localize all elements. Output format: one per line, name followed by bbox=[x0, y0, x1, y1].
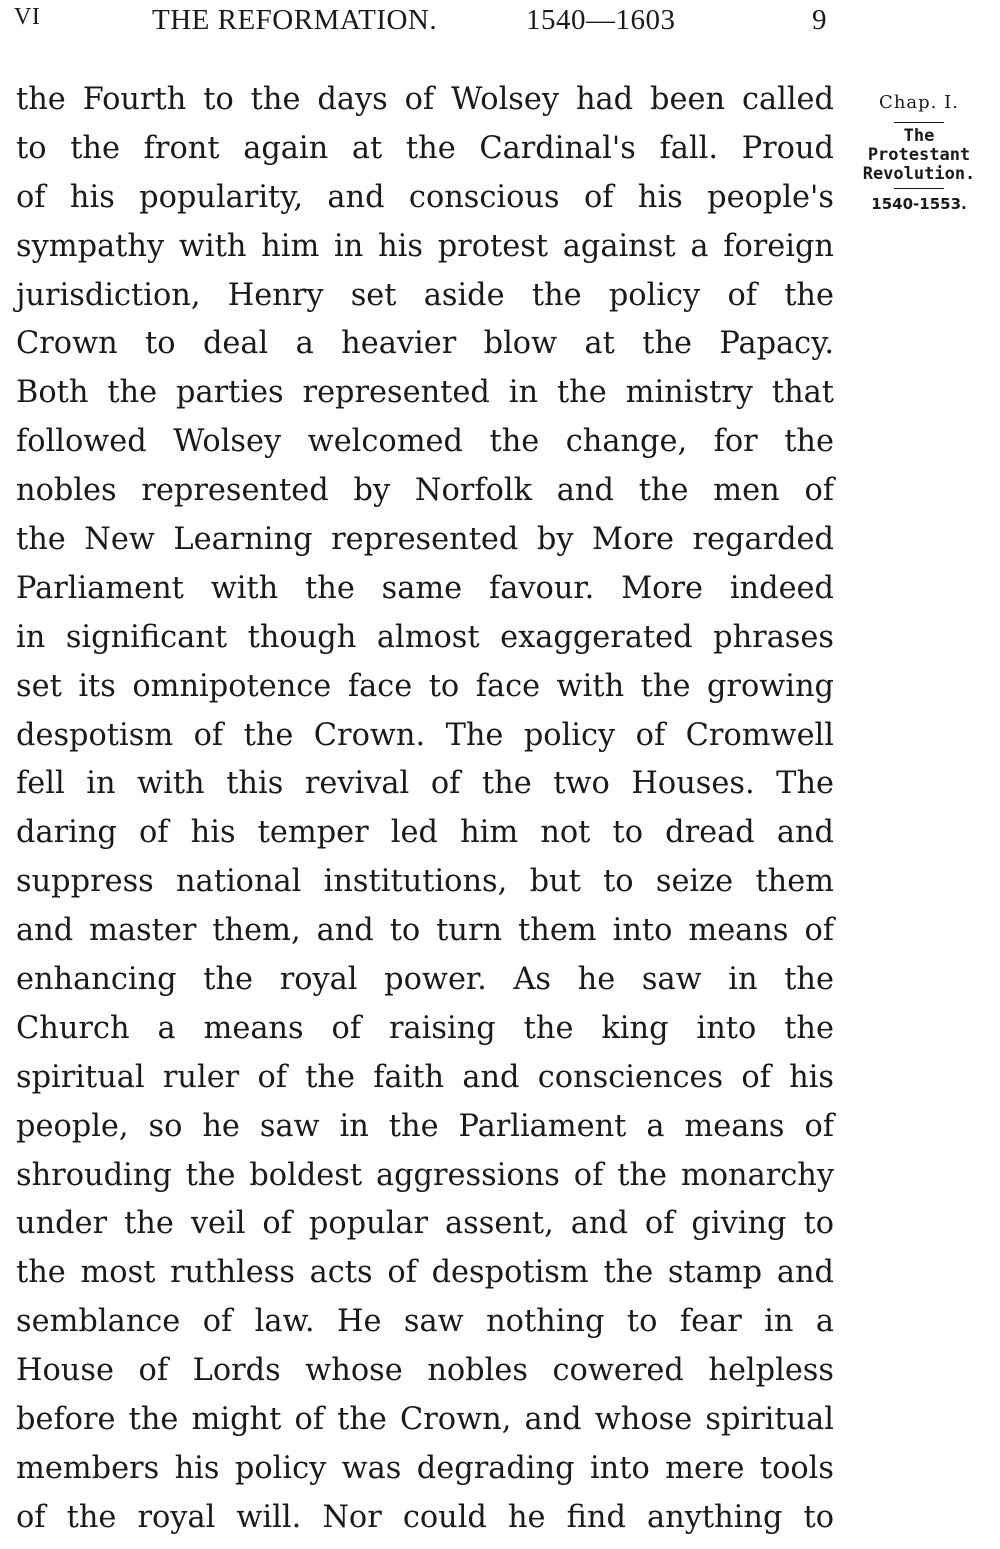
text-line: followed Wolsey welcomed the change, for the bbox=[16, 424, 834, 460]
text-line: fell in with this revival of the two Houses. The bbox=[16, 766, 834, 802]
text-line: nobles represented by Norfolk and the men of bbox=[16, 473, 834, 509]
text-line: despotism of the Crown. The policy of Cromwell bbox=[16, 717, 834, 753]
margin-topic-line: Revolution. bbox=[862, 164, 976, 184]
margin-rule bbox=[894, 122, 944, 123]
text-line: the New Learning represented by More regarded bbox=[16, 522, 834, 558]
text-line: the most ruthless acts of despotism the stamp and bbox=[16, 1255, 834, 1291]
text-line: Both the parties represented in the ministry that bbox=[16, 375, 834, 411]
text-line: shrouding the boldest aggressions of the monarchy bbox=[16, 1157, 834, 1193]
text-line: to the front again at the Cardinal's fall. Proud bbox=[16, 130, 834, 166]
text-line: before the might of the Crown, and whose spiritual bbox=[16, 1402, 834, 1438]
text-line: under the veil of popular assent, and of giving to bbox=[16, 1206, 834, 1242]
text-line: members his policy was degrading into mere tools bbox=[16, 1450, 834, 1486]
text-line: sympathy with him in his protest against a foreign bbox=[16, 228, 834, 264]
running-title: THE REFORMATION. bbox=[152, 4, 438, 36]
section-number: VI bbox=[14, 4, 41, 30]
text-line: people, so he saw in the Parliament a means of bbox=[16, 1108, 834, 1144]
text-line: Crown to deal a heavier blow at the Papacy. bbox=[16, 326, 834, 362]
margin-topic bbox=[846, 127, 992, 184]
running-dates: 1540—1603 bbox=[526, 4, 676, 36]
text-line: in significant though almost exaggerated phrases bbox=[16, 619, 834, 655]
margin-chapter: Chap. I. bbox=[879, 92, 959, 113]
text-line: Parliament with the same favour. More indeed bbox=[16, 570, 834, 606]
margin-topic-line: Protestant bbox=[867, 145, 971, 165]
running-head bbox=[0, 4, 840, 44]
text-line: jurisdiction, Henry set aside the policy of the bbox=[16, 277, 834, 313]
text-line: enhancing the royal power. As he saw in the bbox=[16, 962, 834, 998]
margin-note bbox=[846, 84, 992, 215]
text-line: and master them, and to turn them into means of bbox=[16, 913, 834, 949]
body-text bbox=[16, 76, 834, 1543]
margin-rule bbox=[894, 188, 944, 189]
margin-dates: 1540-1553. bbox=[871, 195, 967, 213]
text-line: of his popularity, and conscious of his people's bbox=[16, 179, 834, 215]
margin-topic-line: The bbox=[903, 126, 935, 146]
text-line: daring of his temper led him not to dread and bbox=[16, 815, 834, 851]
page-number: 9 bbox=[812, 4, 827, 36]
text-line: House of Lords whose nobles cowered helpless bbox=[16, 1353, 834, 1389]
text-line: Church a means of raising the king into the bbox=[16, 1010, 834, 1046]
text-line: the Fourth to the days of Wolsey had been called bbox=[16, 82, 834, 117]
text-line: set its omnipotence face to face with the growing bbox=[16, 668, 834, 704]
text-line: suppress national institutions, but to seize them bbox=[16, 864, 834, 900]
text-line: of the royal will. Nor could he find anything to bbox=[16, 1499, 834, 1535]
text-line: spiritual ruler of the faith and consciences of his bbox=[16, 1059, 834, 1095]
text-line: semblance of law. He saw nothing to fear in a bbox=[16, 1304, 834, 1340]
